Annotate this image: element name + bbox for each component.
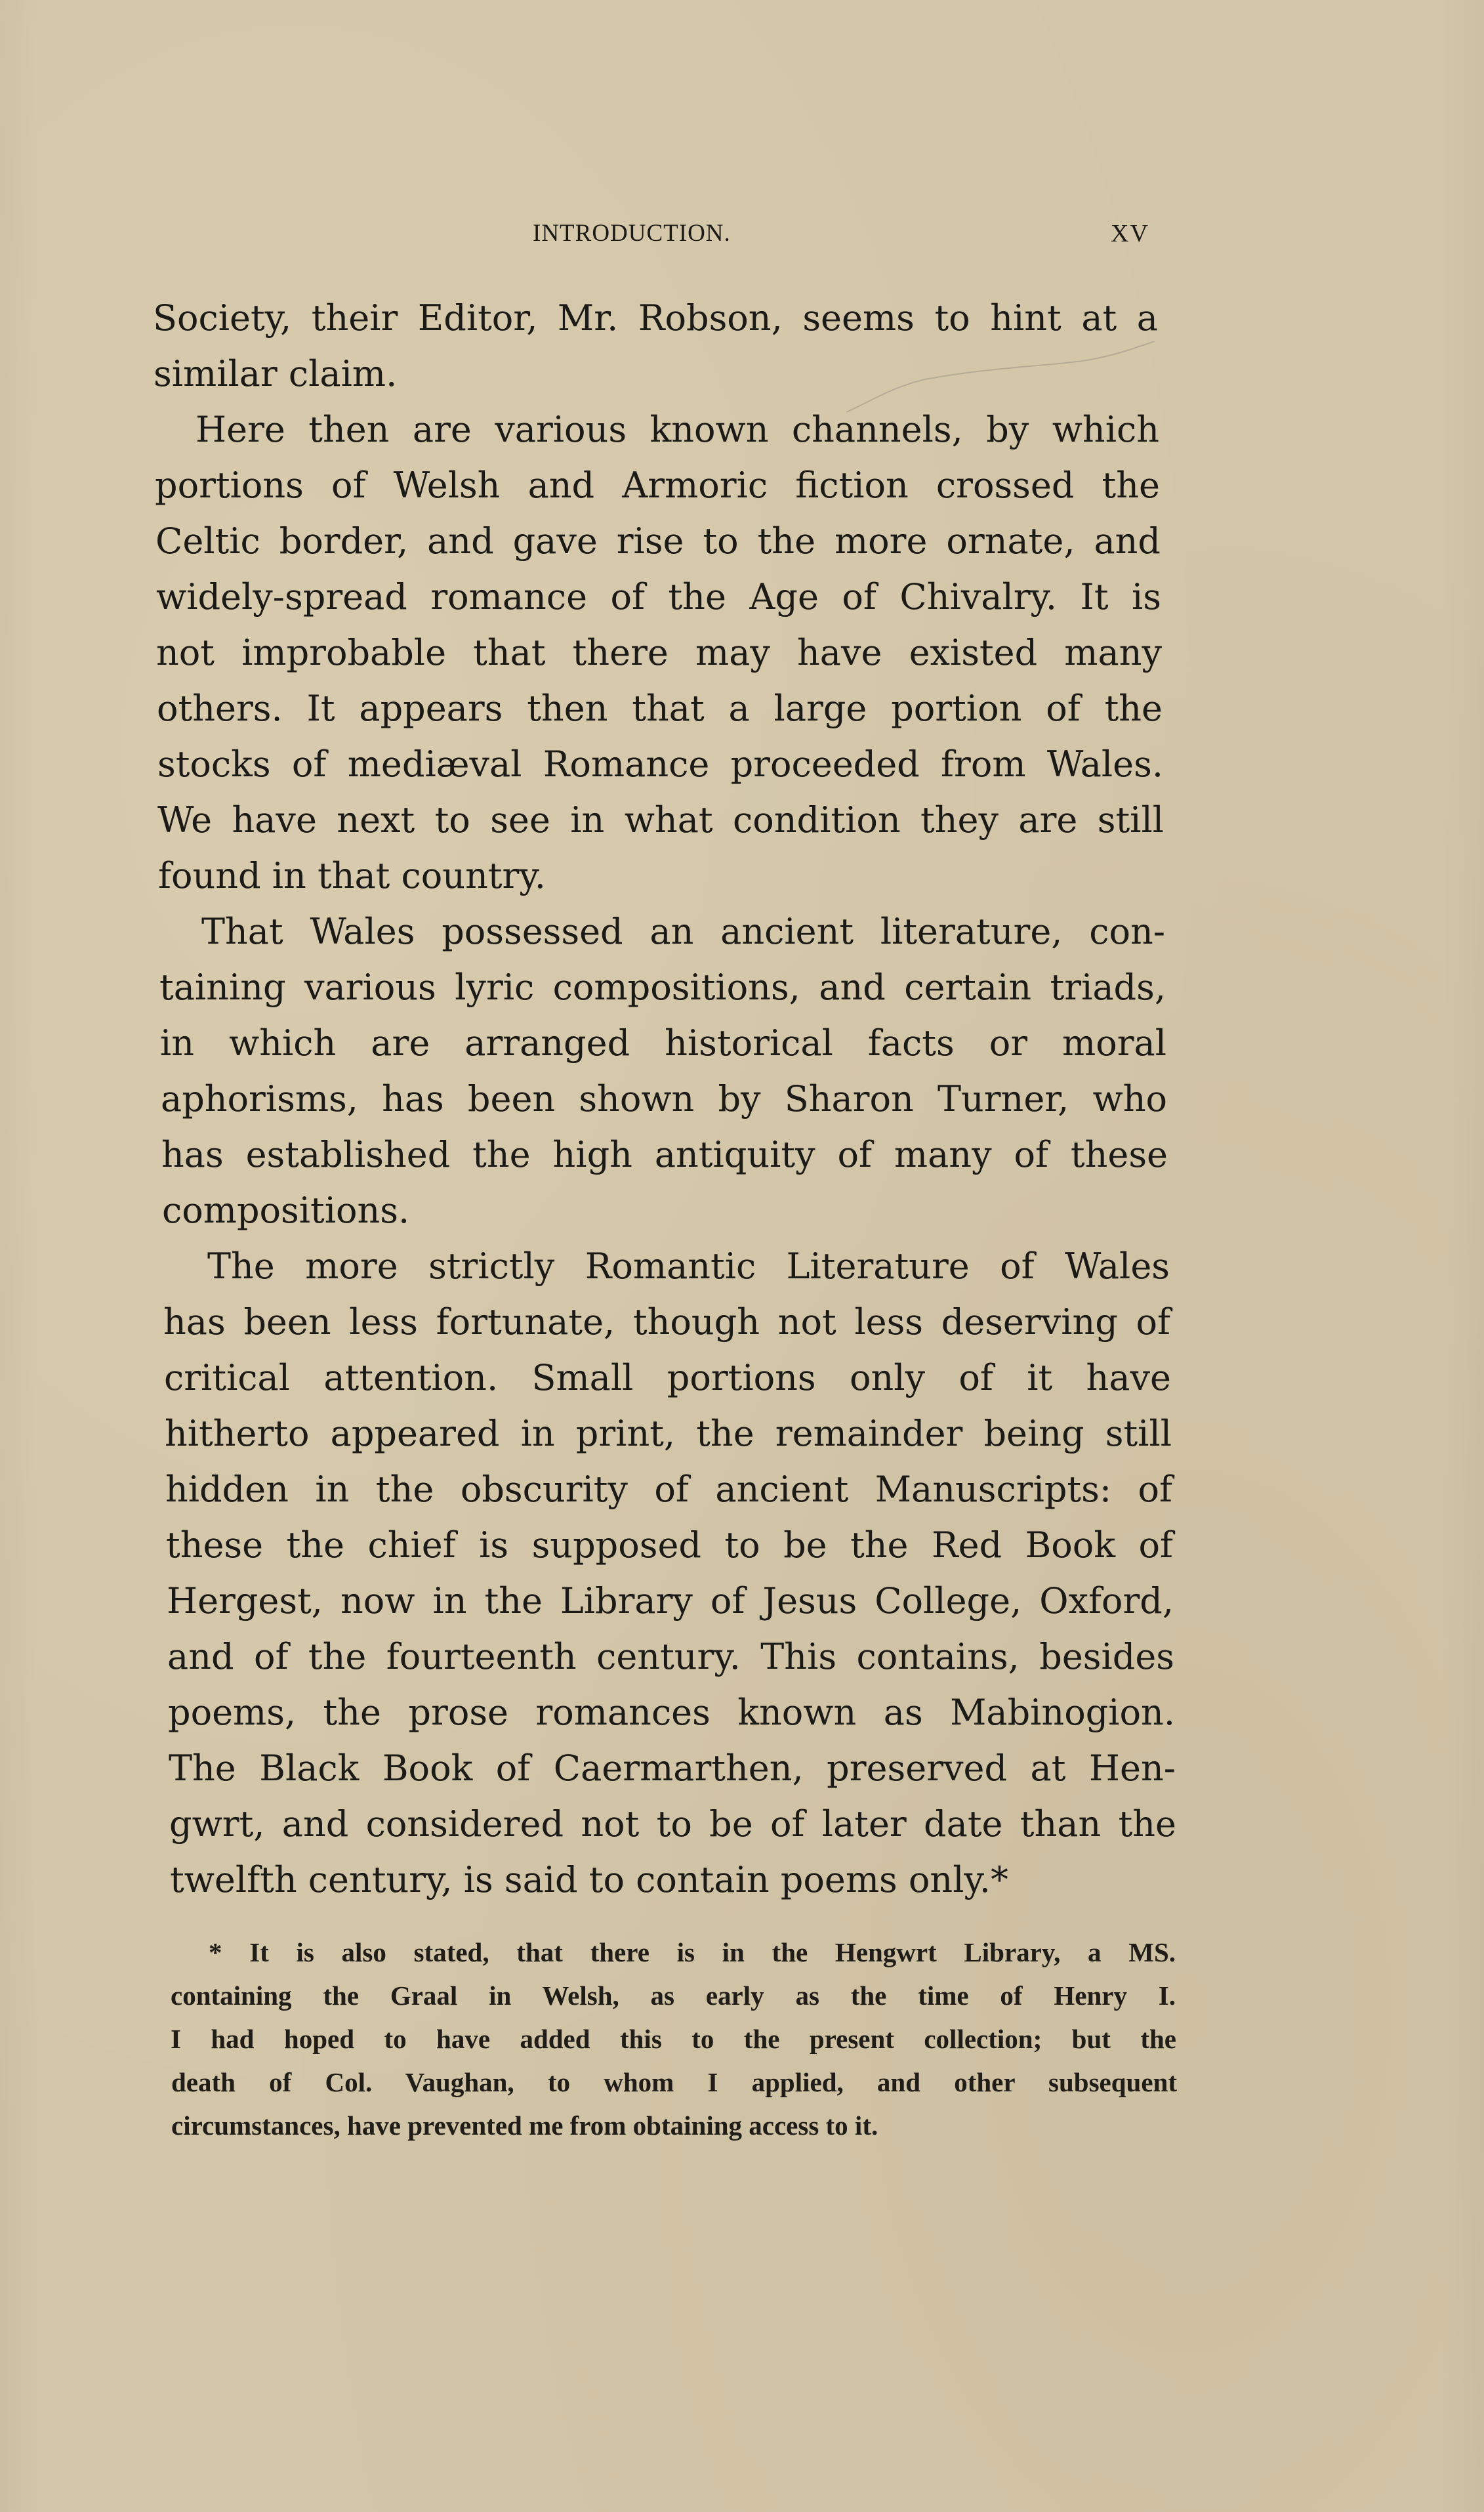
body-line: has established the high antiquity of many of these [161,1134,1168,1175]
footnote-line: death of Col. Vaughan, to whom I applied, and other subsequent [171,2067,1177,2097]
body-line: critical attention. Small portions only of it have [164,1357,1171,1398]
body-line: twelfth century, is said to contain poems only.* [170,1859,1008,1900]
running-head [0,214,1484,253]
body-line: The more strictly Romantic Literature of Wales [207,1246,1170,1287]
body-line: and of the fourteenth century. This contains, besides [167,1636,1174,1677]
body-line: Celtic border, and gave rise to the more ornate, and [155,520,1161,562]
body-line: in which are arranged historical facts or moral [160,1022,1166,1064]
body-line: Here then are various known channels, by which [196,409,1159,450]
footnote-line: containing the Graal in Welsh, as early as the time of Henry I. [171,1980,1176,2011]
body-line: has been less fortunate, though not less deserving of [163,1301,1170,1343]
body-line: found in that country. [158,855,546,896]
body-line: portions of Welsh and Armoric fiction crossed the [155,465,1160,506]
body-line: We have next to see in what condition they are still [157,799,1164,841]
body-line: Society, their Editor, Mr. Robson, seems to hint at a [153,297,1158,339]
body-line: hitherto appeared in print, the remainder being still [165,1413,1172,1454]
body-line: stocks of mediæval Romance proceeded from Wales. [157,743,1163,785]
body-line: taining various lyric compositions, and certain triads, [159,967,1166,1008]
body-line: The Black Book of Caermarthen, preserved at Hen- [169,1748,1176,1789]
page-number: XV [1111,220,1149,247]
body-line: widely-spread romance of the Age of Chivalry. It is [156,576,1161,618]
body-line: That Wales possessed an ancient literature, con- [201,911,1165,952]
body-line: not improbable that there may have existed many [156,632,1162,673]
body-line: similar claim. [154,353,398,394]
body-line: Hergest, now in the Library of Jesus College, Oxford, [167,1580,1174,1622]
body-line: aphorisms, has been shown by Sharon Turner, who [161,1078,1167,1120]
body-line: these the chief is supposed to be the Red Book of [166,1524,1173,1566]
running-title: INTRODUCTION. [533,220,731,247]
body-line: compositions. [162,1190,410,1231]
body-line: hidden in the obscurity of ancient Manuscripts: of [165,1469,1172,1510]
body-line: others. It appears then that a large portion of the [157,688,1163,729]
footnote-line: * It is also stated, that there is in the Hengwrt Library, a MS. [209,1937,1176,1967]
body-line: gwrt, and considered not to be of later date than the [169,1803,1176,1845]
body-line: poems, the prose romances known as Mabinogion. [168,1692,1175,1733]
footnote-line: I had hoped to have added this to the present collection; but the [171,2024,1176,2054]
footnote-line: circumstances, have prevented me from obtaining access to it. [171,2110,878,2141]
